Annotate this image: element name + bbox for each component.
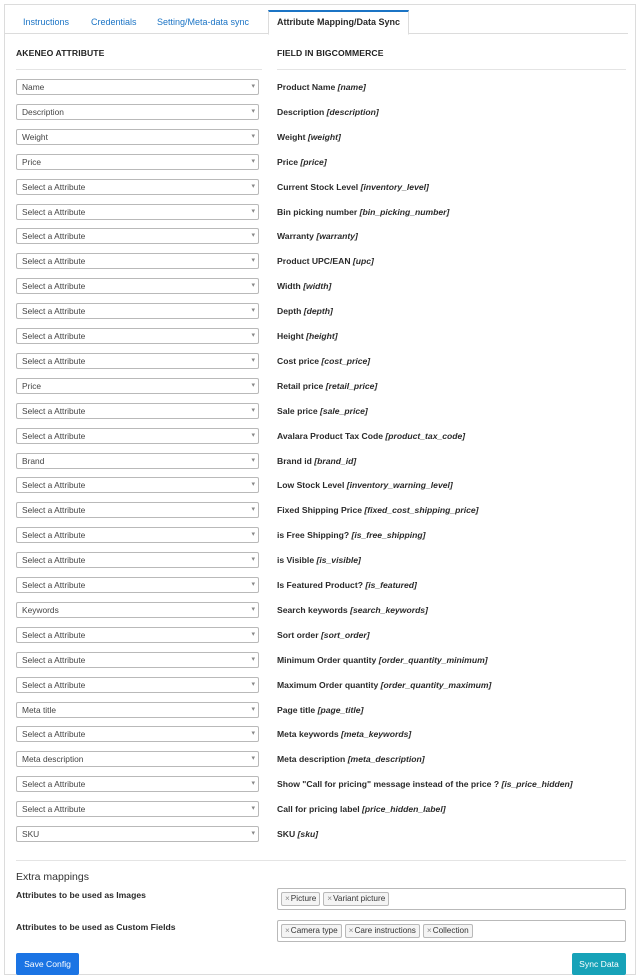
tab-bar bbox=[4, 4, 628, 34]
mapping-row bbox=[16, 204, 626, 221]
select-value: Select a Attribute bbox=[22, 405, 86, 416]
field-key: [search_keywords] bbox=[350, 604, 428, 615]
field-key: [sort_order] bbox=[320, 629, 370, 640]
field-name: Call for pricing label bbox=[277, 804, 360, 815]
chevron-down-icon: ▾ bbox=[251, 257, 255, 265]
field-name: Show "Call for pricing" message instead of the price ? bbox=[277, 779, 500, 790]
chevron-down-icon: ▾ bbox=[251, 481, 255, 489]
bigcommerce-field bbox=[277, 378, 377, 394]
akeneo-attribute-select[interactable] bbox=[16, 726, 259, 742]
akeneo-attribute-select[interactable] bbox=[16, 776, 259, 792]
mapping-row bbox=[16, 776, 626, 793]
field-key: [warranty] bbox=[316, 231, 358, 242]
akeneo-attribute-select[interactable] bbox=[16, 204, 259, 220]
mapping-row bbox=[16, 751, 626, 768]
select-value: Keywords bbox=[22, 604, 59, 615]
mapping-row bbox=[16, 477, 626, 494]
select-value: Select a Attribute bbox=[22, 629, 86, 640]
remove-tag-icon[interactable]: × bbox=[426, 926, 432, 935]
field-name: Width bbox=[277, 281, 301, 292]
field-name: SKU bbox=[277, 829, 296, 839]
chevron-down-icon: ▾ bbox=[251, 531, 255, 539]
mapping-row bbox=[16, 228, 626, 245]
selected-tag bbox=[423, 924, 473, 938]
tag-label: Variant picture bbox=[333, 894, 386, 903]
select-value: Brand bbox=[22, 455, 45, 466]
bigcommerce-field bbox=[277, 278, 331, 294]
remove-tag-icon[interactable]: × bbox=[285, 894, 290, 903]
field-key: [height] bbox=[306, 331, 338, 341]
chevron-down-icon: ▾ bbox=[251, 705, 255, 713]
bigcommerce-field bbox=[277, 228, 358, 244]
select-value: Select a Attribute bbox=[22, 729, 86, 740]
select-value: Meta title bbox=[22, 704, 56, 715]
field-name: Product Name bbox=[277, 82, 336, 92]
remove-tag-icon[interactable]: × bbox=[285, 926, 290, 935]
akeneo-attribute-select[interactable] bbox=[16, 428, 259, 444]
chevron-down-icon: ▾ bbox=[251, 730, 255, 738]
field-name: Meta keywords bbox=[277, 729, 339, 740]
remove-tag-icon[interactable]: × bbox=[327, 894, 333, 903]
mapping-row bbox=[16, 826, 626, 843]
field-name: Meta description bbox=[277, 754, 346, 765]
field-key: [sku] bbox=[297, 829, 319, 839]
chevron-down-icon: ▾ bbox=[251, 157, 255, 165]
select-value: Select a Attribute bbox=[22, 281, 86, 292]
select-value: Meta description bbox=[22, 754, 84, 765]
select-value: Select a Attribute bbox=[22, 505, 86, 516]
field-key: [product_tax_code] bbox=[385, 430, 466, 441]
field-name: Maximum Order quantity bbox=[277, 679, 379, 690]
mapping-row bbox=[16, 627, 626, 644]
tag-label: Care instructions bbox=[354, 926, 416, 935]
field-name: Warranty bbox=[277, 231, 314, 242]
bigcommerce-field bbox=[277, 552, 361, 568]
field-key: [brand_id] bbox=[314, 455, 357, 466]
akeneo-attribute-select[interactable] bbox=[16, 303, 259, 319]
field-key: [is_free_shipping] bbox=[351, 530, 426, 541]
field-key: [weight] bbox=[307, 131, 341, 142]
mapping-row bbox=[16, 179, 626, 196]
tag-label: Camera type bbox=[290, 926, 338, 935]
chevron-down-icon: ▾ bbox=[251, 755, 255, 763]
select-value: Select a Attribute bbox=[22, 480, 86, 491]
chevron-down-icon: ▾ bbox=[251, 805, 255, 813]
select-value: Select a Attribute bbox=[22, 555, 86, 566]
field-name: Bin picking number bbox=[277, 206, 358, 217]
field-key: [is_featured] bbox=[365, 580, 417, 590]
akeneo-attribute-select[interactable] bbox=[16, 154, 259, 170]
chevron-down-icon: ▾ bbox=[251, 207, 255, 215]
custom-fields-multiselect[interactable] bbox=[277, 920, 626, 942]
field-key: [is_visible] bbox=[316, 555, 361, 566]
bigcommerce-field bbox=[277, 428, 465, 444]
bigcommerce-field bbox=[277, 577, 417, 593]
tab-setting-meta-data-sync[interactable]: Setting/Meta-data sync bbox=[157, 17, 250, 27]
akeneo-attribute-select[interactable] bbox=[16, 129, 259, 145]
field-key: [meta_description] bbox=[347, 754, 425, 765]
akeneo-attribute-select[interactable] bbox=[16, 278, 259, 294]
chevron-down-icon: ▾ bbox=[251, 83, 255, 90]
field-key: [order_quantity_maximum] bbox=[380, 679, 492, 690]
akeneo-attribute-select[interactable] bbox=[16, 477, 259, 493]
field-key: [name] bbox=[337, 82, 366, 92]
akeneo-attribute-select[interactable] bbox=[16, 104, 259, 120]
images-multiselect[interactable] bbox=[277, 888, 626, 910]
chevron-down-icon: ▾ bbox=[251, 132, 255, 140]
field-key: [inventory_warning_level] bbox=[346, 480, 453, 491]
bigcommerce-field bbox=[277, 453, 356, 469]
tag-label: Collection bbox=[432, 926, 469, 935]
mapping-row bbox=[16, 652, 626, 669]
remove-tag-icon[interactable]: × bbox=[348, 926, 354, 935]
bigcommerce-field bbox=[277, 154, 327, 170]
select-value: Select a Attribute bbox=[22, 779, 86, 790]
mapping-row bbox=[16, 79, 626, 96]
mapping-row bbox=[16, 403, 626, 420]
akeneo-attribute-select[interactable] bbox=[16, 502, 259, 518]
field-key: [cost_price] bbox=[321, 355, 371, 366]
tag-label: Picture bbox=[290, 894, 317, 903]
select-value: Select a Attribute bbox=[22, 430, 86, 441]
mapping-row bbox=[16, 677, 626, 694]
field-name: Current Stock Level bbox=[277, 181, 359, 192]
bigcommerce-field bbox=[277, 79, 366, 95]
selected-tag bbox=[281, 924, 342, 938]
field-name: is Visible bbox=[277, 555, 315, 566]
bigcommerce-field bbox=[277, 477, 453, 493]
field-key: [bin_picking_number] bbox=[359, 206, 450, 217]
akeneo-attribute-select[interactable] bbox=[16, 403, 259, 419]
field-name: Product UPC/EAN bbox=[277, 256, 351, 267]
select-value: Select a Attribute bbox=[22, 256, 86, 267]
select-value: Select a Attribute bbox=[22, 306, 86, 317]
select-value: Select a Attribute bbox=[22, 580, 86, 590]
akeneo-attribute-select[interactable] bbox=[16, 702, 259, 718]
bigcommerce-field bbox=[277, 776, 573, 792]
bigcommerce-field bbox=[277, 702, 363, 718]
selected-tag bbox=[345, 924, 420, 938]
mapping-row bbox=[16, 726, 626, 743]
akeneo-attribute-select[interactable] bbox=[16, 652, 259, 668]
chevron-down-icon: ▾ bbox=[251, 332, 255, 339]
mapping-row bbox=[16, 303, 626, 320]
field-key: [description] bbox=[326, 106, 379, 117]
tab-credentials[interactable]: Credentials bbox=[91, 17, 137, 27]
mapping-row bbox=[16, 278, 626, 295]
mapping-row bbox=[16, 552, 626, 569]
selected-tag bbox=[281, 892, 320, 906]
bigcommerce-field bbox=[277, 677, 491, 693]
field-key: [order_quantity_minimum] bbox=[378, 654, 488, 665]
chevron-down-icon: ▾ bbox=[251, 780, 255, 788]
field-name: Height bbox=[277, 331, 304, 341]
tab-instructions[interactable]: Instructions bbox=[23, 17, 70, 27]
akeneo-attribute-select[interactable] bbox=[16, 751, 259, 767]
akeneo-attribute-select[interactable] bbox=[16, 826, 259, 842]
field-key: [upc] bbox=[352, 256, 374, 267]
header-divider-left bbox=[16, 69, 262, 70]
select-value: Select a Attribute bbox=[22, 530, 86, 541]
bigcommerce-field bbox=[277, 751, 425, 767]
mapping-row bbox=[16, 502, 626, 519]
select-value: Price bbox=[22, 156, 42, 167]
bigcommerce-field bbox=[277, 403, 368, 419]
field-name: Low Stock Level bbox=[277, 480, 345, 491]
bigcommerce-field bbox=[277, 726, 411, 742]
bigcommerce-field bbox=[277, 179, 429, 195]
akeneo-attribute-select[interactable] bbox=[16, 602, 259, 618]
chevron-down-icon: ▾ bbox=[251, 381, 255, 389]
chevron-down-icon: ▾ bbox=[251, 680, 255, 688]
akeneo-attribute-select[interactable] bbox=[16, 179, 259, 195]
chevron-down-icon: ▾ bbox=[251, 182, 255, 190]
chevron-down-icon: ▾ bbox=[251, 107, 255, 115]
mapping-row bbox=[16, 154, 626, 171]
chevron-down-icon: ▾ bbox=[251, 605, 255, 613]
chevron-down-icon: ▾ bbox=[251, 830, 255, 837]
mapping-row bbox=[16, 253, 626, 270]
field-name: Retail price bbox=[277, 380, 324, 391]
bigcommerce-field bbox=[277, 253, 374, 269]
bigcommerce-field bbox=[277, 652, 488, 668]
field-name: Is Featured Product? bbox=[277, 580, 363, 590]
field-name: Description bbox=[277, 106, 325, 117]
akeneo-attribute-select[interactable] bbox=[16, 353, 259, 369]
field-name: Price bbox=[277, 156, 299, 167]
select-value: Select a Attribute bbox=[22, 654, 86, 665]
akeneo-attribute-select[interactable] bbox=[16, 79, 259, 95]
select-value: Select a Attribute bbox=[22, 181, 86, 192]
field-name: Weight bbox=[277, 131, 306, 142]
akeneo-attribute-select[interactable] bbox=[16, 328, 259, 344]
mapping-row bbox=[16, 801, 626, 818]
select-value: Select a Attribute bbox=[22, 206, 86, 217]
bigcommerce-field bbox=[277, 826, 318, 842]
mapping-row bbox=[16, 104, 626, 121]
select-value: Select a Attribute bbox=[22, 231, 86, 242]
field-name: is Free Shipping? bbox=[277, 530, 350, 541]
select-value: Select a Attribute bbox=[22, 804, 86, 815]
mapping-row bbox=[16, 527, 626, 544]
sync-data-button[interactable]: Sync Data bbox=[572, 953, 626, 975]
chevron-down-icon: ▾ bbox=[251, 356, 255, 364]
chevron-down-icon: ▾ bbox=[251, 506, 255, 514]
bigcommerce-field bbox=[277, 602, 428, 618]
bigcommerce-field bbox=[277, 129, 341, 145]
field-name: Depth bbox=[277, 306, 302, 317]
bigcommerce-field bbox=[277, 204, 449, 220]
mapping-row bbox=[16, 602, 626, 619]
mapping-row bbox=[16, 328, 626, 345]
bigcommerce-field bbox=[277, 328, 338, 344]
akeneo-attribute-select[interactable] bbox=[16, 627, 259, 643]
chevron-down-icon: ▾ bbox=[251, 232, 255, 240]
akeneo-attribute-select[interactable] bbox=[16, 527, 259, 543]
field-key: [retail_price] bbox=[325, 380, 378, 391]
mapping-row bbox=[16, 378, 626, 395]
mapping-row bbox=[16, 577, 626, 594]
field-key: [width] bbox=[303, 281, 332, 292]
field-key: [is_price_hidden] bbox=[501, 779, 573, 790]
field-name: Cost price bbox=[277, 355, 320, 366]
images-label: Attributes to be used as Images bbox=[16, 890, 146, 900]
field-name: Sort order bbox=[277, 629, 319, 640]
akeneo-attribute-select[interactable] bbox=[16, 677, 259, 693]
select-value: Select a Attribute bbox=[22, 355, 86, 366]
chevron-down-icon: ▾ bbox=[251, 456, 255, 464]
akeneo-attribute-header: AKENEO ATTRIBUTE bbox=[16, 48, 105, 58]
field-name: Brand id bbox=[277, 455, 312, 466]
mapping-row bbox=[16, 129, 626, 146]
field-key: [page_title] bbox=[317, 704, 364, 715]
field-name: Avalara Product Tax Code bbox=[277, 430, 384, 441]
akeneo-attribute-select[interactable] bbox=[16, 453, 259, 469]
select-value: Select a Attribute bbox=[22, 679, 86, 690]
save-config-button[interactable]: Save Config bbox=[16, 953, 79, 975]
field-name: Sale price bbox=[277, 405, 318, 416]
field-key: [inventory_level] bbox=[360, 181, 429, 192]
bigcommerce-field bbox=[277, 353, 370, 369]
bigcommerce-field bbox=[277, 527, 426, 543]
custom-fields-label: Attributes to be used as Custom Fields bbox=[16, 922, 176, 932]
field-key: [meta_keywords] bbox=[341, 729, 412, 740]
chevron-down-icon: ▾ bbox=[251, 556, 255, 564]
select-value: Description bbox=[22, 106, 64, 117]
mapping-row bbox=[16, 453, 626, 470]
chevron-down-icon: ▾ bbox=[251, 282, 255, 290]
chevron-down-icon: ▾ bbox=[251, 406, 255, 414]
field-key: [sale_price] bbox=[320, 405, 368, 416]
field-key: [fixed_cost_shipping_price] bbox=[364, 505, 479, 516]
field-name: Minimum Order quantity bbox=[277, 654, 377, 665]
akeneo-attribute-select[interactable] bbox=[16, 577, 259, 593]
akeneo-attribute-select[interactable] bbox=[16, 228, 259, 244]
tab-attribute-mapping[interactable]: Attribute Mapping/Data Sync bbox=[268, 10, 409, 35]
chevron-down-icon: ▾ bbox=[251, 655, 255, 663]
extra-mappings-title: Extra mappings bbox=[16, 871, 89, 883]
bigcommerce-field bbox=[277, 627, 370, 643]
select-value: SKU bbox=[22, 829, 40, 839]
extra-divider bbox=[16, 860, 626, 861]
selected-tag bbox=[323, 892, 389, 906]
select-value: Name bbox=[22, 82, 45, 92]
mapping-row bbox=[16, 428, 626, 445]
select-value: Select a Attribute bbox=[22, 331, 86, 341]
bigcommerce-field-header: FIELD IN BIGCOMMERCE bbox=[277, 48, 384, 58]
bigcommerce-field bbox=[277, 801, 446, 817]
akeneo-attribute-select[interactable] bbox=[16, 253, 259, 269]
chevron-down-icon: ▾ bbox=[251, 630, 255, 638]
bigcommerce-field bbox=[277, 303, 333, 319]
mapping-row bbox=[16, 353, 626, 370]
mapping-row bbox=[16, 702, 626, 719]
bigcommerce-field bbox=[277, 502, 479, 518]
akeneo-attribute-select[interactable] bbox=[16, 378, 259, 394]
chevron-down-icon: ▾ bbox=[251, 431, 255, 439]
field-key: [price] bbox=[300, 156, 327, 167]
bigcommerce-field bbox=[277, 104, 379, 120]
header-divider-right bbox=[277, 69, 626, 70]
field-name: Search keywords bbox=[277, 604, 348, 615]
select-value: Price bbox=[22, 380, 42, 391]
field-key: [depth] bbox=[303, 306, 333, 317]
field-name: Fixed Shipping Price bbox=[277, 505, 362, 516]
akeneo-attribute-select[interactable] bbox=[16, 552, 259, 568]
akeneo-attribute-select[interactable] bbox=[16, 801, 259, 817]
field-name: Page title bbox=[277, 704, 316, 715]
chevron-down-icon: ▾ bbox=[251, 581, 255, 588]
chevron-down-icon: ▾ bbox=[251, 307, 255, 315]
select-value: Weight bbox=[22, 131, 48, 142]
field-key: [price_hidden_label] bbox=[362, 804, 446, 815]
